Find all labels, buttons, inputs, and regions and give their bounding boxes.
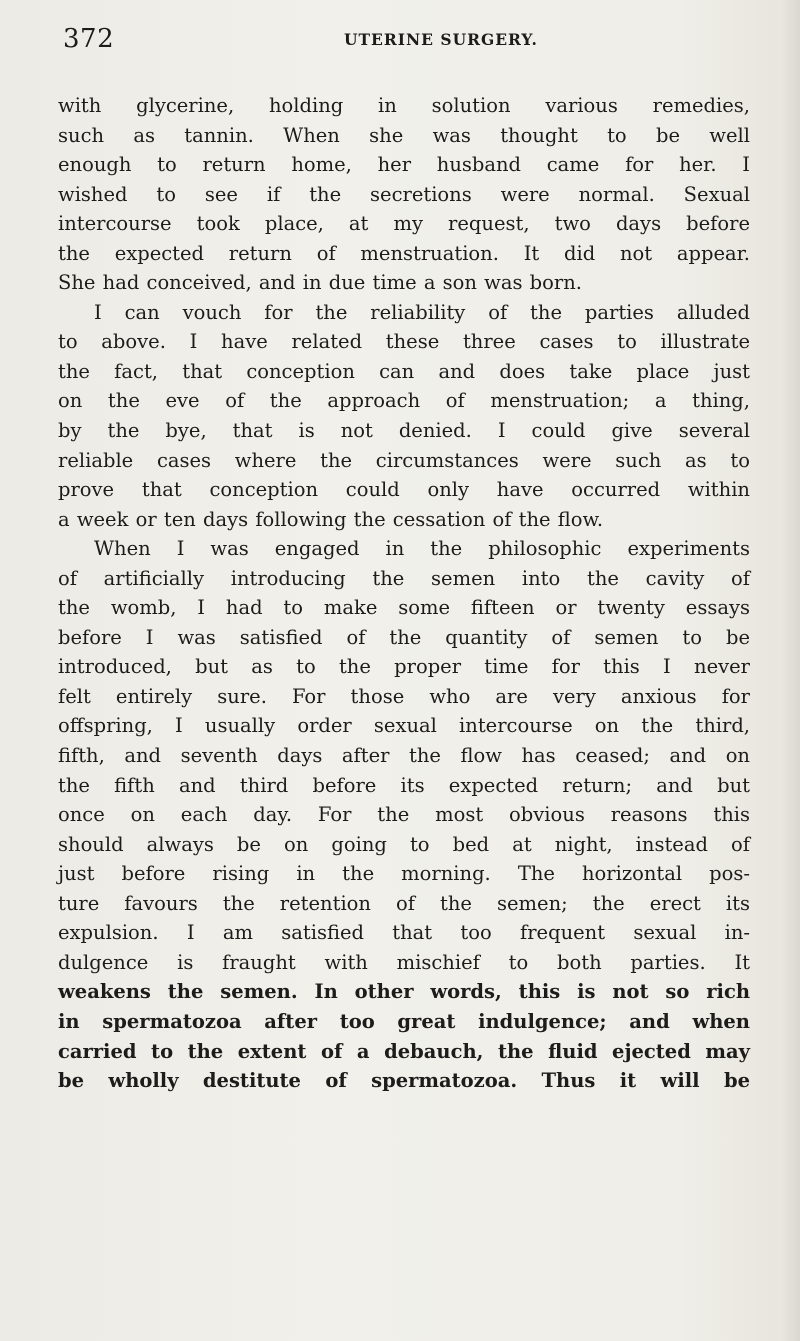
- text-line: intercourse took place, at my request, two days before: [58, 212, 750, 236]
- text-line: just before rising in the morning. The horizontal pos-: [58, 862, 750, 886]
- text-line: She had conceived, and in due time a son was born.: [58, 271, 582, 295]
- text-line: expulsion. I am satisfied that too frequent sexual in-: [58, 921, 750, 945]
- page-header: [0, 22, 800, 62]
- text-line: I can vouch for the reliability of the parties alluded: [94, 300, 750, 324]
- text-line: in spermatozoa after too great indulgence; and when: [58, 1009, 750, 1033]
- text-line: offspring, I usually order sexual intercourse on the third,: [58, 714, 750, 738]
- text-line: the fifth and third before its expected return; and but: [58, 773, 750, 797]
- page-number: 372: [63, 24, 115, 54]
- text-line: enough to return home, her husband came for her. I: [58, 153, 750, 177]
- text-line: dulgence is fraught with mischief to both parties. It: [58, 950, 750, 974]
- text-line: once on each day. For the most obvious reasons this: [58, 803, 750, 827]
- text-line: of artificially introducing the semen into the cavity of: [58, 566, 750, 590]
- text-line: wished to see if the secretions were normal. Sexual: [58, 182, 750, 206]
- text-line: a week or ten days following the cessation of the flow.: [58, 507, 604, 531]
- text-line: the expected return of menstruation. It did not appear.: [58, 241, 750, 265]
- text-line: fifth, and seventh days after the flow has ceased; and on: [58, 744, 750, 768]
- text-line: on the eve of the approach of menstruation; a thing,: [58, 389, 750, 413]
- text-line: introduced, but as to the proper time for this I never: [58, 655, 750, 679]
- text-line: ture favours the retention of the semen; the erect its: [58, 891, 750, 915]
- text-line: the womb, I had to make some fifteen or twenty essays: [58, 596, 750, 620]
- body-text: [58, 91, 750, 1096]
- page-edge-shadow: [782, 0, 800, 1341]
- text-line: by the bye, that is not denied. I could give several: [58, 419, 750, 443]
- text-line: weakens the semen. In other words, this is not so rich: [58, 980, 750, 1004]
- text-line: such as tannin. When she was thought to be well: [58, 123, 750, 147]
- text-line: be wholly destitute of spermatozoa. Thus it will be: [58, 1069, 750, 1093]
- running-head: UTERINE SURGERY.: [344, 30, 538, 49]
- text-line: carried to the extent of a debauch, the fluid ejected may: [58, 1039, 750, 1063]
- text-line: with glycerine, holding in solution various remedies,: [58, 94, 750, 117]
- text-line: before I was satisfied of the quantity of semen to be: [58, 625, 750, 649]
- text-line: to above. I have related these three cases to illustrate: [58, 330, 750, 354]
- text-line: felt entirely sure. For those who are very anxious for: [58, 684, 750, 708]
- text-line: reliable cases where the circumstances were such as to: [58, 448, 750, 472]
- text-line: the fact, that conception can and does take place just: [58, 359, 750, 383]
- text-line: prove that conception could only have occurred within: [58, 478, 750, 502]
- text-line: When I was engaged in the philosophic experiments: [94, 537, 750, 561]
- text-line: should always be on going to bed at night, instead of: [58, 832, 750, 856]
